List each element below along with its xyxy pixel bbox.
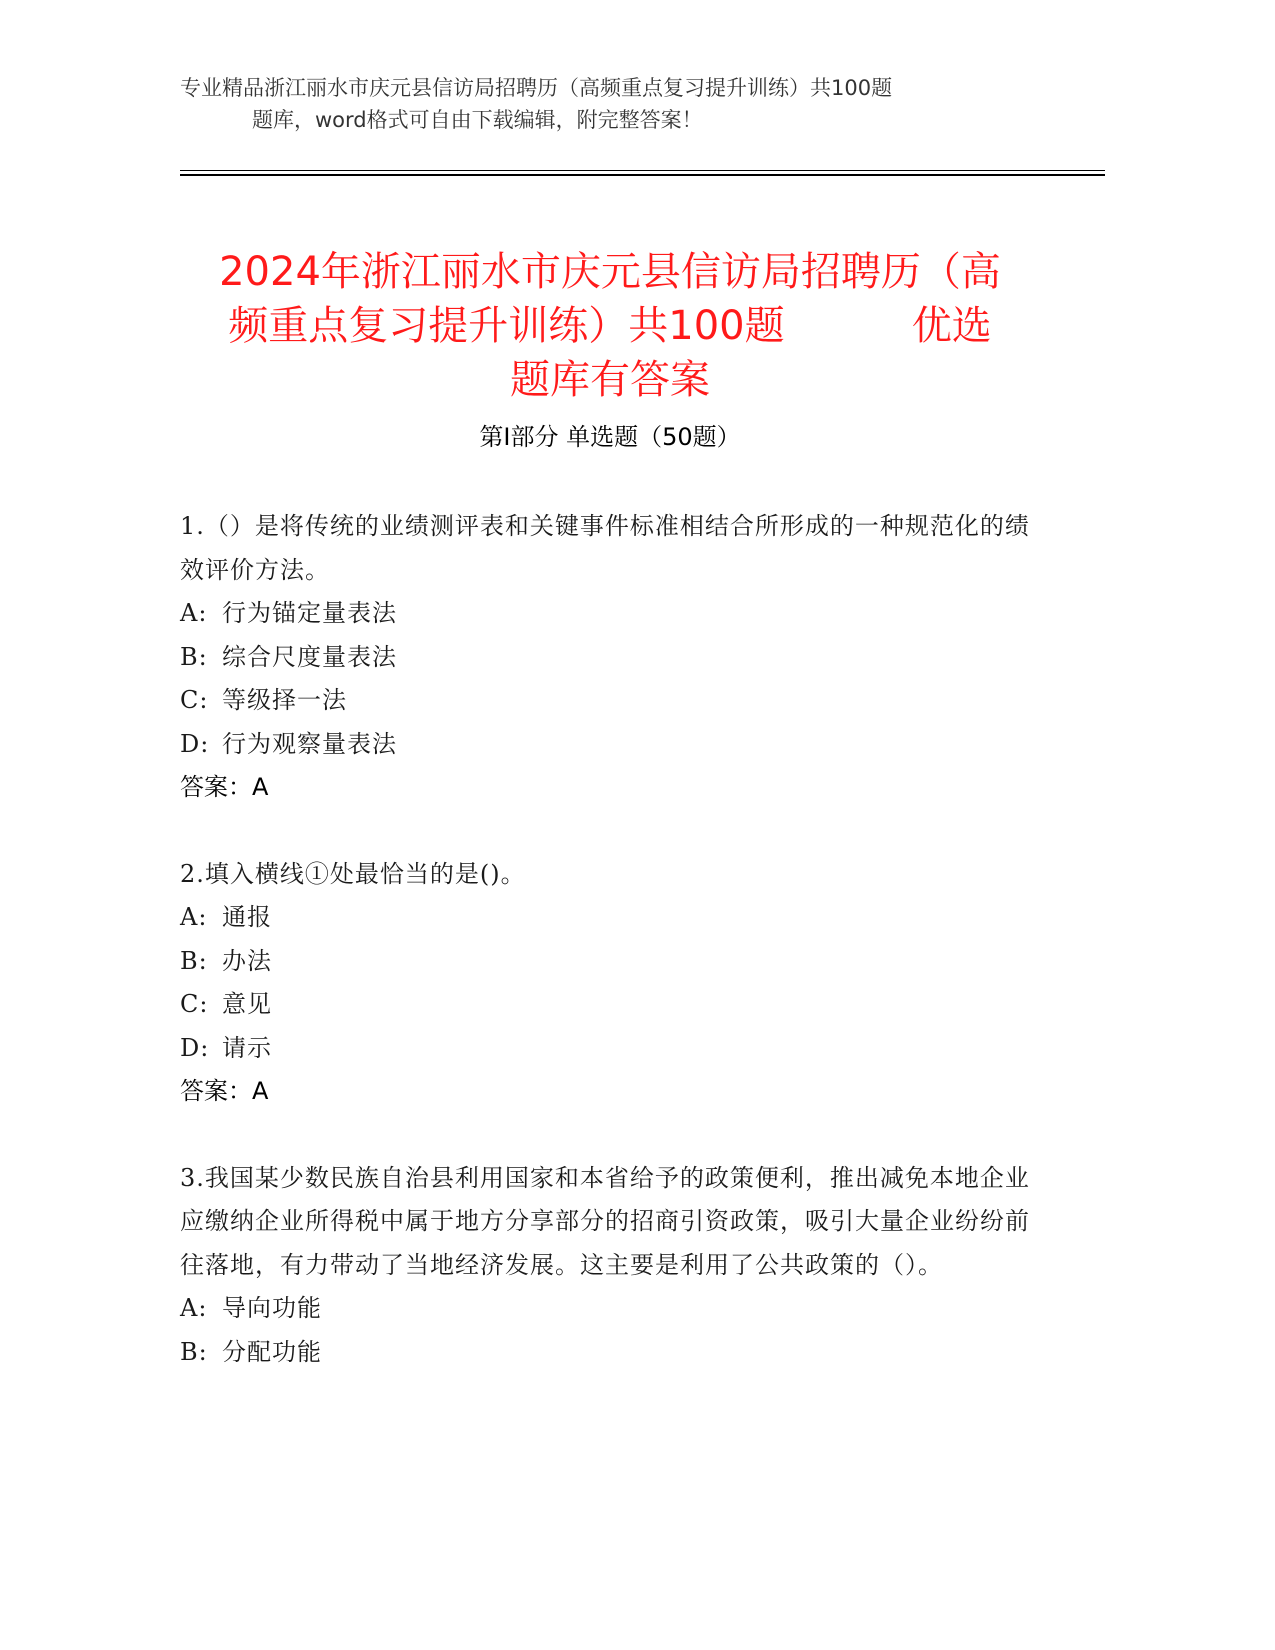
option-a xyxy=(180,592,1030,636)
option-text: 办法 xyxy=(222,946,272,975)
option-letter: D: xyxy=(180,1033,210,1062)
option-letter: A: xyxy=(180,1294,208,1322)
header-note xyxy=(180,72,1040,136)
question-stem: 1.（）是将传统的业绩测评表和关键事件标准相结合所形成的一种规范化的绩效评价方法。 xyxy=(180,512,1030,584)
document-title xyxy=(180,245,1040,407)
answer-line: 答案：A xyxy=(180,1077,269,1105)
option-b xyxy=(180,636,1030,680)
header-divider-thick xyxy=(180,174,1105,176)
document-title-line-2: 频重点复习提升训练）共100题 优选 xyxy=(228,302,992,349)
option-text: 导向功能 xyxy=(222,1294,322,1322)
question-1 xyxy=(180,505,1030,810)
option-text: 通报 xyxy=(222,903,272,931)
option-a xyxy=(180,1287,1030,1331)
option-text: 请示 xyxy=(222,1033,272,1062)
option-letter: B: xyxy=(180,1337,208,1366)
option-letter: A: xyxy=(180,903,208,931)
section-title: 第I部分 单选题（50题） xyxy=(479,423,741,451)
option-c xyxy=(180,983,1030,1027)
option-letter: C: xyxy=(180,990,209,1018)
option-c xyxy=(180,679,1030,723)
option-text: 意见 xyxy=(222,990,272,1018)
option-letter: B: xyxy=(180,946,208,975)
option-letter: C: xyxy=(180,686,209,714)
option-d xyxy=(180,723,1030,767)
question-list xyxy=(180,505,1030,1417)
document-title-line-3: 题库有答案 xyxy=(510,356,710,403)
option-a xyxy=(180,896,1030,940)
question-stem: 3.我国某少数民族自治县利用国家和本省给予的政策便利，推出减免本地企业应缴纳企业所得税中属于地方分享部分的招商引资政策，吸引大量企业纷纷前往落地，有力带动了当地经济发展。这主要是利用了公共政策的（）。 xyxy=(180,1163,1030,1279)
document-title-line-1: 2024年浙江丽水市庆元县信访局招聘历（高 xyxy=(219,248,1001,295)
option-text: 行为锚定量表法 xyxy=(222,599,397,627)
header-divider-thin xyxy=(180,170,1105,171)
question-3 xyxy=(180,1157,1030,1375)
option-text: 等级择一法 xyxy=(222,686,347,714)
option-b xyxy=(180,1331,1030,1375)
option-letter: D: xyxy=(180,729,210,758)
option-text: 行为观察量表法 xyxy=(222,729,397,758)
question-2 xyxy=(180,853,1030,1114)
option-d xyxy=(180,1027,1030,1071)
option-letter: B: xyxy=(180,642,208,671)
question-stem: 2.填入横线①处最恰当的是()。 xyxy=(180,859,526,888)
option-letter: A: xyxy=(180,599,208,627)
option-text: 综合尺度量表法 xyxy=(222,642,397,671)
answer-line: 答案：A xyxy=(180,773,269,801)
option-text: 分配功能 xyxy=(222,1337,322,1366)
header-note-line-2: 题库，word格式可自由下载编辑，附完整答案！ xyxy=(252,108,703,132)
option-b xyxy=(180,940,1030,984)
header-note-line-1: 专业精品浙江丽水市庆元县信访局招聘历（高频重点复习提升训练）共100题 xyxy=(180,76,893,100)
